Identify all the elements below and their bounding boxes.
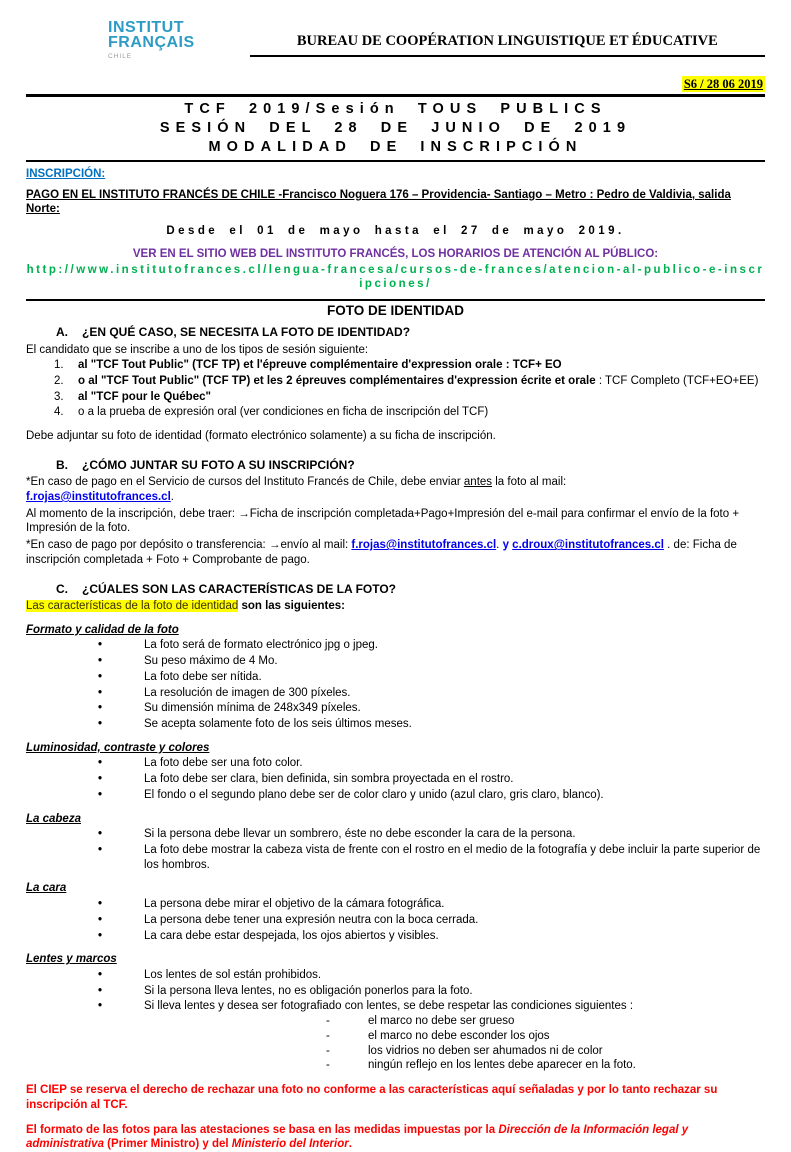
page-header bbox=[26, 20, 765, 62]
highlighted-phrase: Las características de la foto de identidad bbox=[26, 599, 239, 612]
bullet-item bbox=[26, 717, 765, 732]
section-b-paragraph-3 bbox=[26, 538, 765, 567]
web-notice-line: VER EN EL SITIO WEB DEL INSTITUTO FRANCÉS, LOS HORARIOS DE ATENCIÓN AL PÚBLICO: bbox=[132, 247, 659, 260]
p1-text-before: *En caso de pago en el Servicio de cursos del Instituto Francés de Chile, debe enviar bbox=[26, 476, 464, 489]
bullet-item bbox=[26, 686, 765, 701]
foto-section-title: FOTO DE IDENTIDAD bbox=[326, 302, 464, 318]
p3-mid-1: . bbox=[496, 539, 503, 552]
institut-francais-logo bbox=[108, 20, 195, 62]
item-text-bold: al "TCF Tout Public" (TCF TP) et l'épreuve complémentaire d'expression orale : TCF+ EO bbox=[78, 359, 562, 372]
section-c-intro-rest: son las siguientes: bbox=[238, 599, 345, 612]
logo-line-1: INSTITUT bbox=[108, 19, 184, 36]
section-b-paragraph-2: Al momento de la inscripción, debe traer: →Ficha de inscripción completada+Pago+Impresión del e-mail para confirmar el envío de la foto + Impresión de la foto. bbox=[26, 507, 740, 535]
bullet-text: • Se acepta solamente foto de los seis últimos meses. bbox=[144, 717, 412, 730]
item-text-bold: o al "TCF Tout Public" (TCF TP) et les 2 épreuves complémentaires d'expression écrite et orale bbox=[78, 375, 596, 388]
legal-note-italic-1: Dirección de la Información legal y administrativa bbox=[26, 1123, 689, 1151]
bullet-text: • La resolución de imagen de 300 píxeles. bbox=[144, 686, 351, 699]
item-number: 2. bbox=[54, 375, 64, 388]
website-link[interactable]: http://www.institutofrances.cl/lengua-francesa/cursos-de-frances/atencion-al-publico-e-inscripciones/ bbox=[26, 263, 765, 291]
bullet-item bbox=[26, 999, 765, 1014]
section-c-intro bbox=[26, 599, 765, 614]
bullet-item bbox=[26, 843, 765, 872]
item-text bbox=[78, 390, 765, 405]
subsection-lentes-title: Lentes y marcos bbox=[26, 953, 117, 966]
doc-title-line-1: TCF 2019/Sesión TOUS PUBLICS bbox=[184, 101, 607, 118]
dash-item bbox=[26, 1029, 765, 1044]
bullet-text: • La foto debe mostrar la cabeza vista de frente con el rostro en el medio de la fotografía y debe incluir la parte superior de los hombros. bbox=[144, 844, 761, 871]
bullet-item bbox=[26, 638, 765, 653]
subsection-formato bbox=[26, 623, 765, 732]
bullet-text: • Los lentes de sol están prohibidos. bbox=[144, 969, 322, 982]
top-rule bbox=[26, 94, 765, 97]
date-range-line: Desde el 01 de mayo hasta el 27 de mayo 2019. bbox=[166, 225, 625, 238]
p3-conjunction: y bbox=[502, 539, 509, 552]
subsection-cabeza-title: La cabeza bbox=[26, 812, 81, 825]
payment-location-line: PAGO EN EL INSTITUTO FRANCÉS DE CHILE -Francisco Noguera 176 – Providencia- Santiago – Metro : Pedro de Valdivia, salida Norte: bbox=[26, 188, 731, 216]
section-b-paragraph-1 bbox=[26, 475, 765, 504]
doc-title-line-2: SESIÓN DEL 28 DE JUNIO DE 2019 bbox=[159, 120, 632, 137]
bullet-item bbox=[26, 756, 765, 771]
section-b-heading bbox=[26, 458, 765, 473]
bullet-text: • El fondo o el segundo plano debe ser de color claro y unido (azul claro, gris claro, blanco). bbox=[144, 788, 604, 801]
logo-country: CHILE bbox=[108, 53, 133, 61]
subsection-luminosidad bbox=[26, 741, 765, 803]
bullet-item bbox=[26, 984, 765, 999]
p1-underlined-word: antes bbox=[463, 476, 493, 489]
section-a-outro: Debe adjuntar su foto de identidad (formato electrónico solamente) a su ficha de inscripción. bbox=[26, 430, 496, 443]
p1-link-suffix: . bbox=[170, 490, 174, 503]
subsection-luminosidad-title: Luminosidad, contraste y colores bbox=[26, 741, 210, 754]
bullet-text: • La persona debe tener una expresión neutra con la boca cerrada. bbox=[144, 913, 479, 926]
title-bottom-rule bbox=[26, 160, 765, 162]
bullet-item bbox=[26, 670, 765, 685]
section-a-heading-text: ¿EN QUÉ CASO, SE NECESITA LA FOTO DE IDENTIDAD? bbox=[82, 325, 411, 340]
item-number: 3. bbox=[54, 390, 64, 403]
section-a-heading bbox=[26, 325, 765, 340]
website-link-line bbox=[26, 263, 765, 292]
dash-text: - el marco no debe ser grueso bbox=[368, 1015, 515, 1028]
doc-title bbox=[26, 100, 765, 157]
item-text-normal: : TCF Completo (TCF+EO+EE) bbox=[595, 375, 759, 388]
dash-item bbox=[26, 1044, 765, 1059]
section-b-heading-text: ¿CÓMO JUNTAR SU FOTO A SU INSCRIPCIÓN? bbox=[82, 457, 355, 472]
bullet-item bbox=[26, 772, 765, 787]
legal-note-end: . bbox=[348, 1138, 352, 1151]
item-number: 4. bbox=[54, 406, 64, 419]
bullet-item bbox=[26, 968, 765, 983]
bullet-text: • Su peso máximo de 4 Mo. bbox=[144, 655, 278, 668]
email-link-frojas[interactable]: f.rojas@institutofrances.cl bbox=[26, 490, 171, 503]
bullet-text: • La foto será de formato electrónico jpg o jpeg. bbox=[144, 639, 378, 652]
bullet-text: • La foto debe ser una foto color. bbox=[144, 757, 303, 770]
dash-text: - ningún reflejo en los lentes debe aparecer en la foto. bbox=[368, 1059, 636, 1072]
bullet-text: • La cara debe estar despejada, los ojos abiertos y visibles. bbox=[144, 929, 439, 942]
section-c-heading bbox=[26, 582, 765, 597]
bullet-text: • La foto debe ser nítida. bbox=[144, 670, 262, 683]
bullet-text: • Si lleva lentes y desea ser fotografiado con lentes, se debe respetar las condiciones siguientes : bbox=[144, 1000, 634, 1013]
numbered-item bbox=[26, 390, 765, 405]
bullet-text: • Su dimensión mínima de 248x349 píxeles. bbox=[144, 702, 361, 715]
subsection-cara-title: La cara bbox=[26, 882, 67, 895]
email-link-cdroux[interactable]: c.droux@institutofrances.cl bbox=[512, 539, 664, 552]
logo-line-2: FRANÇAIS bbox=[108, 34, 195, 52]
dash-text: - los vidrios no deben ser ahumados ni de color bbox=[368, 1044, 603, 1057]
section-a-intro: El candidato que se inscribe a uno de los tipos de sesión siguiente: bbox=[26, 343, 369, 356]
format-legal-note bbox=[26, 1123, 765, 1152]
foto-section-rule bbox=[26, 299, 765, 319]
bullet-item bbox=[26, 788, 765, 803]
bullet-item bbox=[26, 897, 765, 912]
bullet-item bbox=[26, 654, 765, 669]
bullet-text: • Si la persona lleva lentes, no es obligación ponerlos para la foto. bbox=[144, 984, 473, 997]
section-a-letter: A. bbox=[56, 325, 68, 340]
legal-note-before: El formato de las fotos para las atestaciones se basa en las medidas impuestas por la bbox=[26, 1123, 499, 1136]
doc-title-line-3: MODALIDAD DE INSCRIPCIÓN bbox=[208, 139, 583, 156]
bullet-text: • La foto debe ser clara, bien definida, sin sombra proyectada en el rostro. bbox=[144, 773, 514, 786]
ciep-warning: El CIEP se reserva el derecho de rechazar una foto no conforme a las características aquí señaladas y por lo tanto rechazar su inscripción al TCF. bbox=[26, 1084, 718, 1111]
bullet-item bbox=[26, 827, 765, 842]
numbered-item bbox=[26, 374, 765, 389]
bullet-item bbox=[26, 913, 765, 928]
subsection-lentes bbox=[26, 952, 765, 1073]
numbered-item bbox=[26, 405, 765, 420]
section-c-letter: C. bbox=[56, 581, 68, 596]
bullet-text: • Si la persona debe llevar un sombrero, éste no debe esconder la cara de la persona. bbox=[144, 828, 576, 841]
p3-text-after: . de: Ficha de inscripción completada + Foto + Comprobante de pago. bbox=[26, 539, 737, 566]
bureau-title: BUREAU DE COOPÉRATION LINGUISTIQUE ET ÉDUCATIVE bbox=[250, 32, 765, 57]
email-link-frojas-2[interactable]: f.rojas@institutofrances.cl bbox=[351, 539, 497, 552]
item-number: 1. bbox=[54, 359, 64, 372]
p3-text-before: *En caso de pago por depósito o transferencia: →envío al mail: bbox=[26, 539, 352, 552]
dash-text: - el marco no debe esconder los ojos bbox=[368, 1029, 550, 1042]
inscription-label: INSCRIPCIÓN: bbox=[26, 167, 106, 180]
item-text bbox=[78, 358, 765, 373]
numbered-item bbox=[26, 358, 765, 373]
reference-badge: S6 / 28 06 2019 bbox=[683, 76, 763, 91]
dash-item bbox=[26, 1058, 765, 1073]
reference-row bbox=[26, 76, 765, 93]
section-c-heading-text: ¿CÚALES SON LAS CARACTERÍSTICAS DE LA FOTO? bbox=[82, 581, 397, 596]
subsection-cabeza bbox=[26, 812, 765, 873]
bullet-item bbox=[26, 701, 765, 716]
subsection-formato-title: Formato y calidad de la foto bbox=[26, 623, 179, 636]
bullet-item bbox=[26, 929, 765, 944]
bullet-text: • La persona debe mirar el objetivo de la cámara fotográfica. bbox=[144, 898, 445, 911]
item-text-bold: al "TCF pour le Québec" bbox=[78, 390, 211, 403]
dash-item bbox=[26, 1014, 765, 1029]
section-b-letter: B. bbox=[56, 457, 68, 472]
item-text bbox=[78, 374, 765, 389]
legal-note-italic-2: Ministerio del Interior bbox=[231, 1138, 349, 1151]
subsection-cara bbox=[26, 881, 765, 943]
p1-text-after: la foto al mail: bbox=[492, 476, 567, 489]
legal-note-mid: (Primer Ministro) y del bbox=[103, 1138, 232, 1151]
item-text-normal: o a la prueba de expresión oral (ver condiciones en ficha de inscripción del TCF) bbox=[78, 406, 489, 419]
item-text bbox=[78, 405, 765, 420]
